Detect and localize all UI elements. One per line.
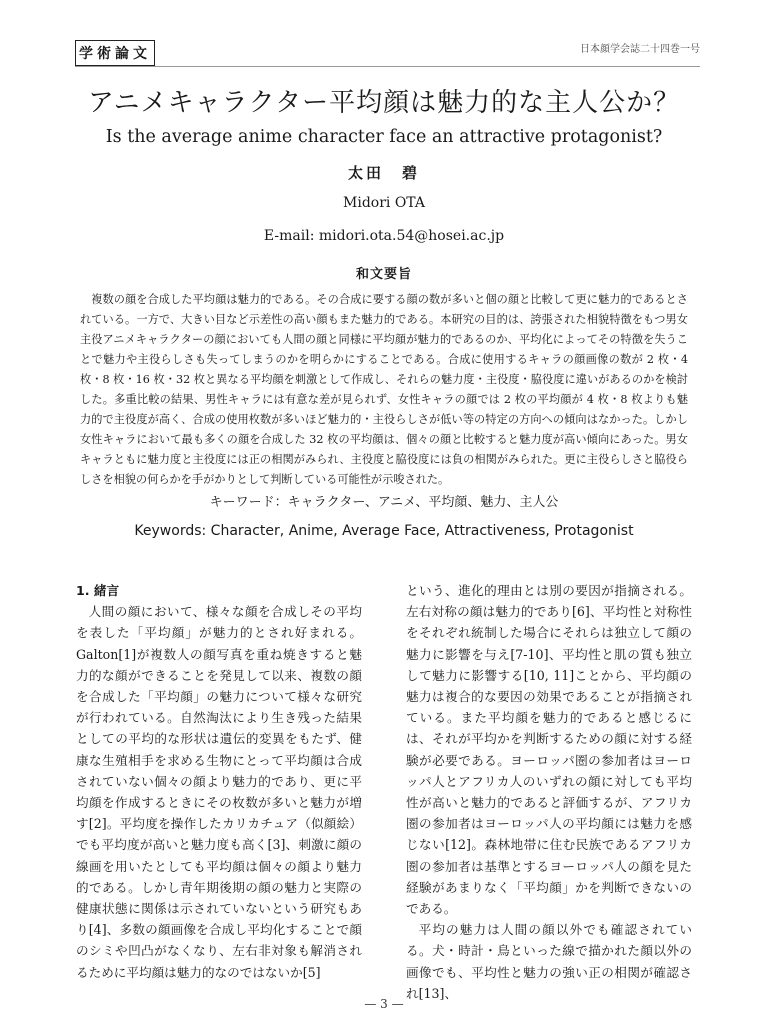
abstract-text: 複数の顔を合成した平均顔は魅力的である。その合成に要する顔の数が多いと個の顔と比較して更に魅力的であるとされている。一方で、大きい目など示差性の高い顔もまた魅力的である。本研究の目的は、誇張された相貌特徴をもつ男女主役アニメキャラクターの顔においても人間の顔と同様に平均顔が魅力的であるのか、平均化によってその特徴を失うことで魅力や主役らしさも失ってしまうのかを明らかにすることである。合成に使用するキャラの顔画像の数が 2 枚・4 枚・8 枚・16 枚・32 枚と異なる平均顔を刺激として作成し、それらの魅力度・主役度・脇役度に違いがあるのかを検討した。多重比較の結果、男性キャラには有意な差が見られず、女性キャラの顔では 2 枚の平均顔が 4 枚・8 枚よりも魅力的で主役度が高く、合成の使用枚数が多いほど魅力的・主役らしさが低い等の特定の方向への傾向はなかった。しかし女性キャラにおいて最も多くの顔を合成した 32 枚の平均顔は、個々の顔と比較すると魅力度が高い傾向にあった。男女キャラともに魅力度と主役度には正の相関がみられ、主役度と脇役度には負の相関がみられた。更に主役らしさと脇役らしさを相貌の何らかを手がかりとして判断している可能性が示唆された。: [80, 293, 688, 486]
body-column-left: [76, 580, 362, 983]
section-heading: 1. 緒言: [76, 583, 120, 598]
journal-name: 日本顔学会誌二十四巻一号: [580, 44, 700, 55]
author-name-japanese: 太田 碧: [347, 164, 420, 182]
body-column-right: [406, 580, 692, 1004]
body-paragraph: という、進化的理由とは別の要因が指摘される。左右対称の顔は魅力的であり[6]、平均性と対称性をそれぞれ統制した場合にそれらは独立して顔の魅力に影響を与え[7-10]、平均性と肌の質も独立して魅力に影響する[10, 11]ことから、平均顔の魅力は複合的な要因の効果であることが指摘されている。また平均顔を魅力的であると感じるには、それが平均かを判断するための顔に対する経験が必要である。ヨーロッパ圏の参加者はヨーロッパ人とアフリカ人のいずれの顔に対しても平均性が高いと魅力的であると評価するが、アフリカ圏の参加者はヨーロッパ人の平均顔には魅力を感じない[12]。森林地帯に住む民族であるアフリカ圏の参加者は基準とするヨーロッパ人の顔を見た経験があまりなく「平均顔」かを判断できないのである。: [406, 583, 692, 917]
page-number: — 3 —: [364, 997, 404, 1011]
keywords-english: Keywords: Character, Anime, Average Face, Attractiveness, Protagonist: [134, 523, 634, 539]
author-name-english: Midori OTA: [343, 195, 425, 211]
body-paragraph: 人間の顔において、様々な顔を合成しその平均を表した「平均顔」が魅力的とされ好まれる。Galton[1]が複数人の顔写真を重ね焼きすると魅力的な顔ができることを発見して以来、複数の顔を合成した「平均顔」の魅力について様々な研究が行われている。自然淘汰により生き残った結果としての平均的な形状は遺伝的変異をもたず、健康な生殖相手を求める生物にとって平均顔は合成されていない個々の顔より魅力的であり、更に平均顔を作成するときにその枚数が多いと魅力が増す[2]。平均度を操作したカリカチュア（似顔絵）でも平均度が高いと魅力度も高く[3]、刺激に顔の線画を用いたとしても平均顔は個々の顔より魅力的である。しかし青年期後期の顔の魅力と実際の健康状態に関係は示されていないという研究もあり[4]、多数の顔画像を合成し平均化することで顔のシミや凹凸がなくなり、左右非対象も解消されるために平均顔は魅力的なのではないか[5]: [76, 604, 362, 980]
title-english: Is the average anime character face an attractive protagonist?: [105, 127, 663, 147]
body-paragraph: 平均の魅力は人間の顔以外でも確認されている。犬・時計・鳥といった線で描かれた顔以外の画像でも、平均性と魅力の強い正の相関が確認され[13]、: [406, 922, 692, 1001]
header-rule: [75, 66, 700, 67]
abstract-body: [80, 290, 688, 490]
abstract-heading: 和文要旨: [355, 267, 412, 282]
keywords-japanese: キーワード：キャラクター、アニメ、平均顔、魅力、主人公: [209, 495, 559, 510]
title-japanese: アニメキャラクター平均顔は魅力的な主人公か？: [87, 88, 681, 118]
author-email: E-mail: midori.ota.54@hosei.ac.jp: [263, 228, 505, 244]
article-type-tag: 学術論文: [75, 40, 155, 66]
